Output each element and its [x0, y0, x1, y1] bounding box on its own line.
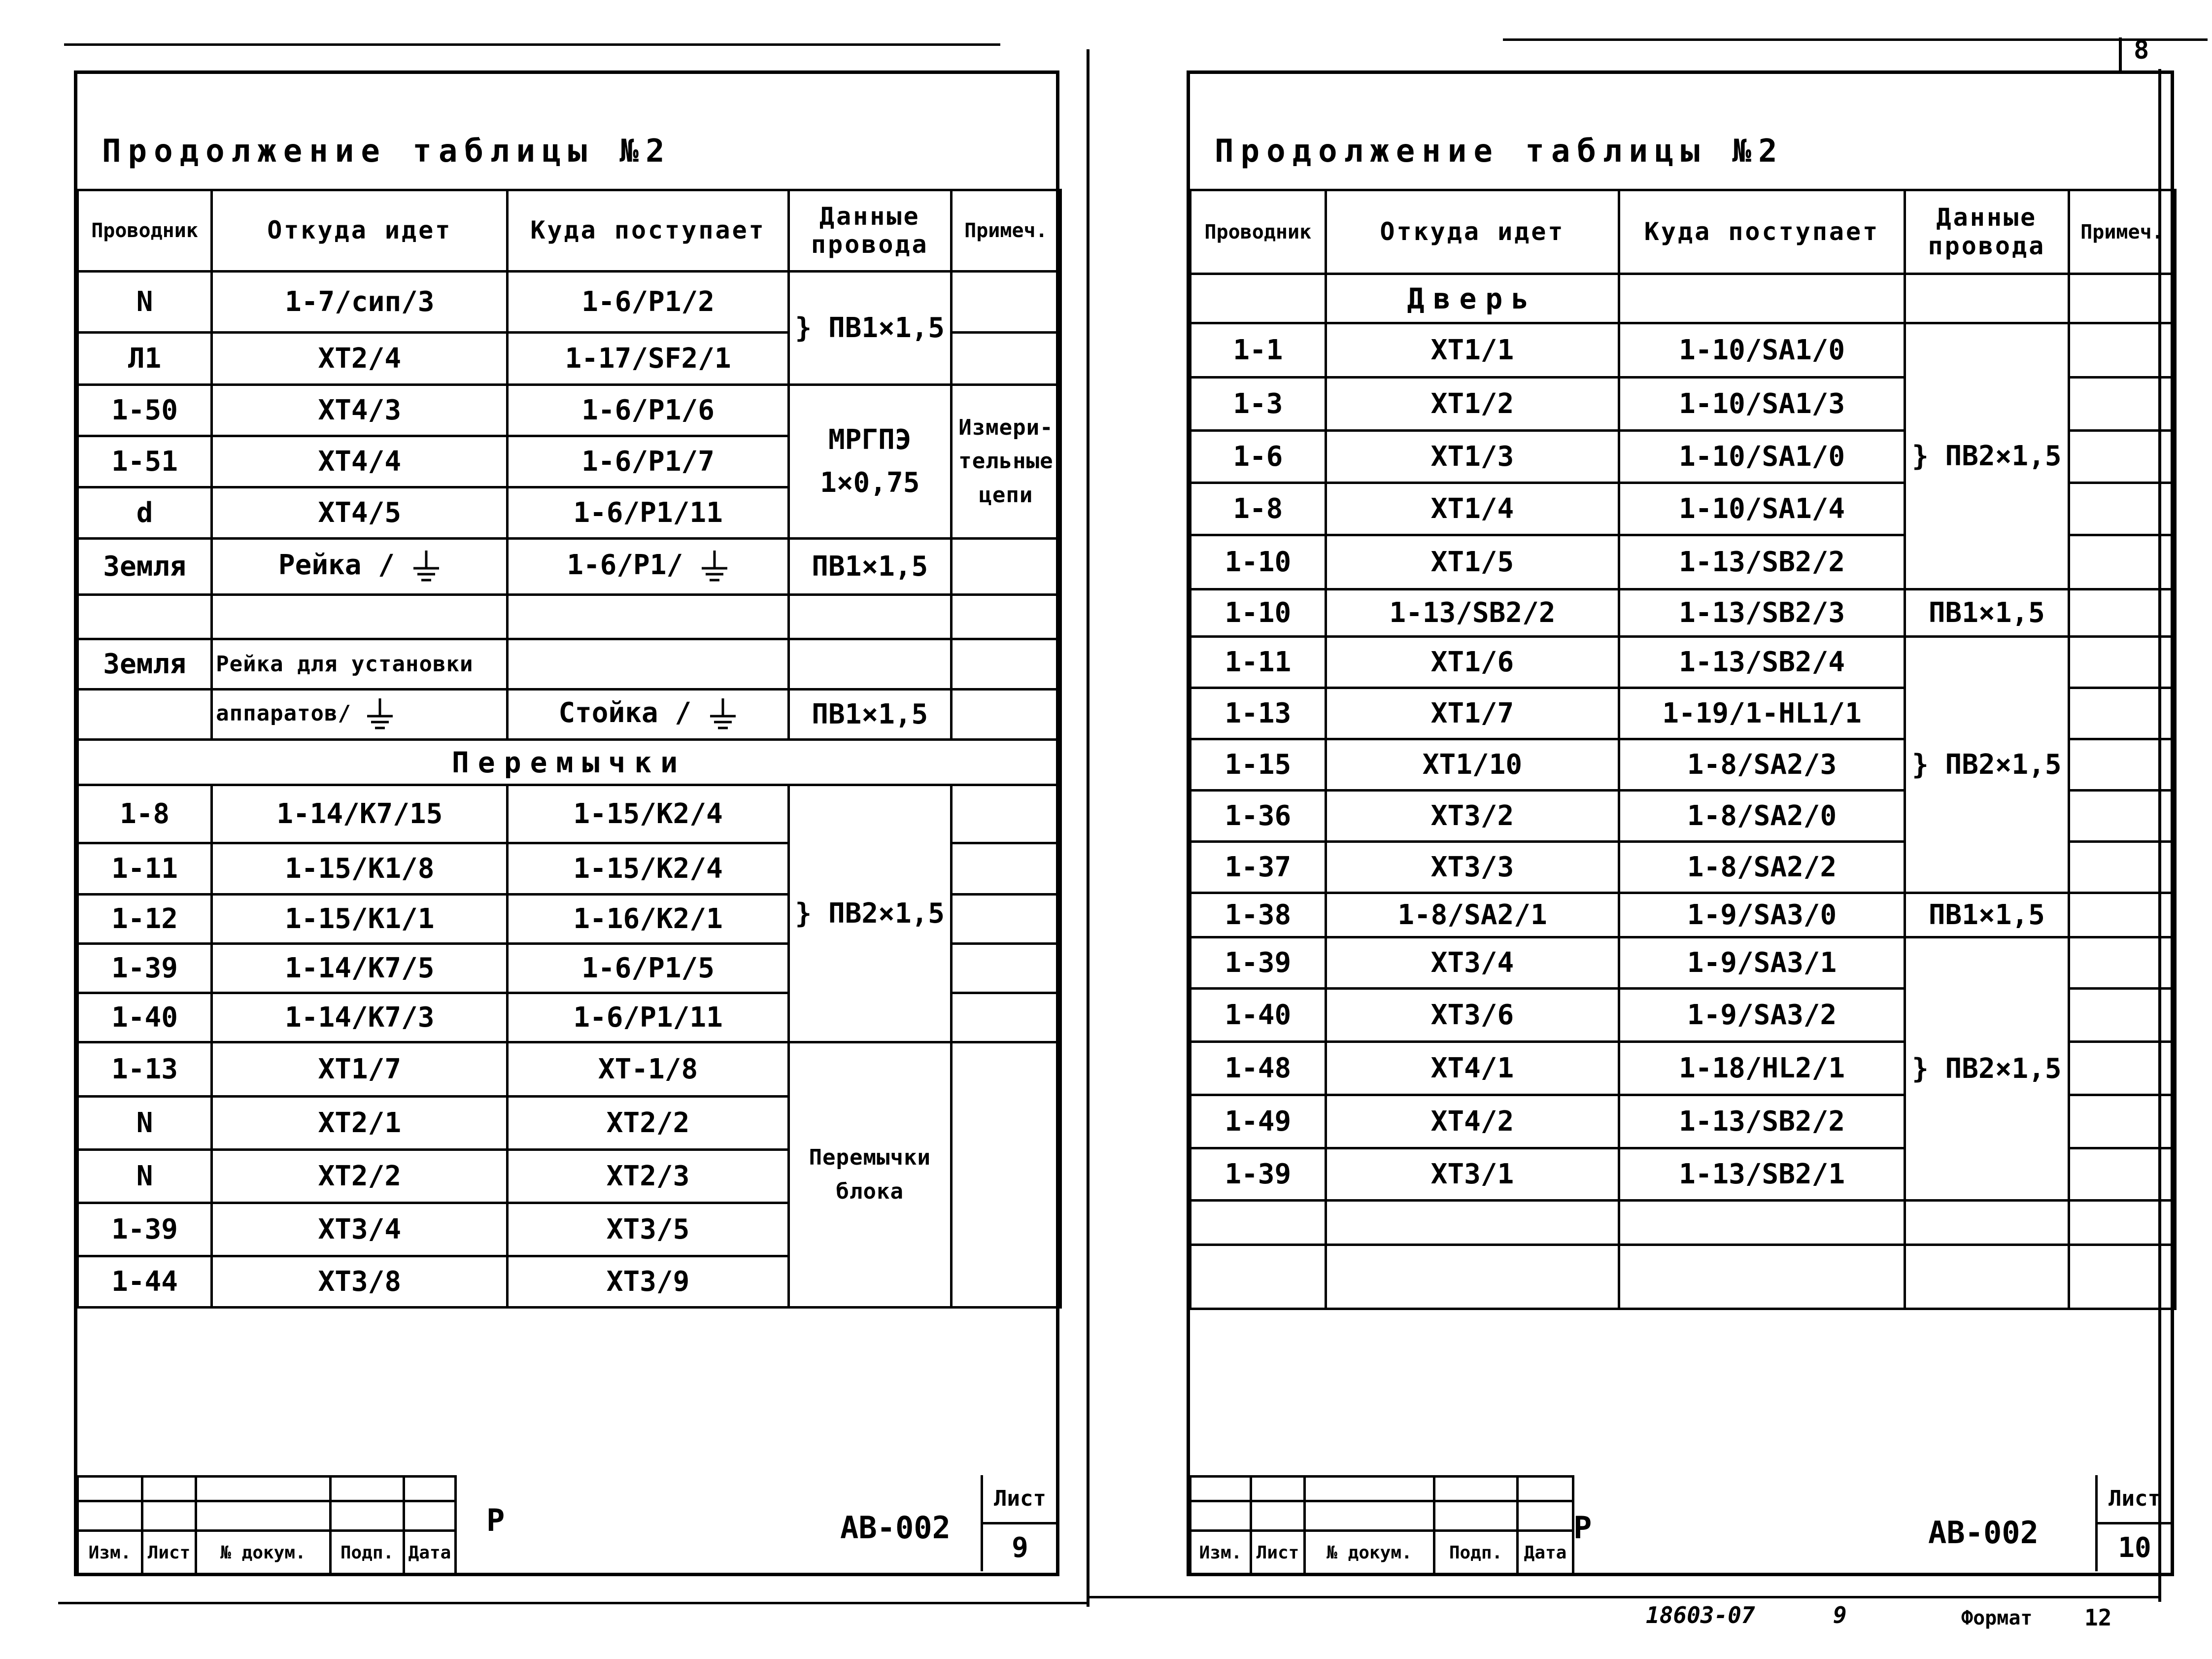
header-to: Куда поступает [508, 190, 788, 272]
stamp-col-sheet: Лист [142, 1531, 196, 1575]
brace-icon: } [795, 898, 812, 930]
cell-conductor: 1-40 [78, 993, 212, 1042]
cell-from: ХТ3/1 [1326, 1148, 1619, 1201]
left-wiring-table [76, 189, 1062, 1309]
cell-to: 1-18/HL2/1 [1619, 1042, 1905, 1095]
cell-to: 1-9/SA3/1 [1619, 937, 1905, 989]
cell-to: 1-10/SA1/4 [1619, 483, 1905, 535]
footer-doc-number: 18603-07 [1646, 1602, 1755, 1628]
cell-to: 1-8/SA2/3 [1619, 739, 1905, 791]
cell-to: 1-10/SA1/0 [1619, 431, 1905, 483]
cell-to: 1-13/SB2/3 [1619, 589, 1905, 637]
stamp-col-sign: Подп. [331, 1531, 404, 1575]
cell-to: 1-15/К2/4 [508, 785, 788, 843]
cell-to: 1-8/SA2/2 [1619, 842, 1905, 893]
cell-from: ХТ3/2 [1326, 791, 1619, 842]
cell-to: 1-13/SB2/4 [1619, 637, 1905, 688]
brace-icon: } [1912, 749, 1929, 781]
cell-to: 1-19/1-HL1/1 [1619, 688, 1905, 739]
cell-to: 1-8/SA2/0 [1619, 791, 1905, 842]
cell-from: ХТ1/10 [1326, 739, 1619, 791]
cell-conductor: 1-12 [78, 895, 212, 944]
stamp-col-doc: № докум. [196, 1531, 331, 1575]
cell-from: Рейка / [212, 539, 508, 595]
cell-to: 1-6/Р1/6 [508, 385, 788, 436]
header-conductor: Проводник [1191, 190, 1326, 274]
wire-group: } ПВ2×1,5 [1905, 637, 2069, 893]
stamp-col-date: Дата [404, 1531, 456, 1575]
stamp-doc-code: АВ-002 [1928, 1515, 2039, 1551]
cell-from: ХТ1/7 [212, 1042, 508, 1097]
cell-to: 1-15/К2/4 [508, 843, 788, 895]
wire-group: } ПВ1×1,5 [788, 272, 951, 385]
stamp-letter: Р [1573, 1510, 1592, 1546]
cell-to: 1-6/Р1/ [508, 539, 788, 595]
cell-conductor [78, 690, 212, 740]
stamp-col-doc: № докум. [1305, 1531, 1434, 1575]
brace-icon: } [1912, 1053, 1929, 1085]
cell-to: ХТ2/2 [508, 1097, 788, 1150]
cell-from: ХТ1/3 [1326, 431, 1619, 483]
cell-conductor: 1-15 [1191, 739, 1326, 791]
cell-from: 1-14/К7/15 [212, 785, 508, 843]
cell-conductor: d [78, 487, 212, 539]
cell-from: 1-14/К7/5 [212, 944, 508, 993]
cell-from: ХТ4/3 [212, 385, 508, 436]
wire-group: МРГПЭ 1×0,75 [788, 385, 951, 539]
cell-to [508, 639, 788, 690]
left-sheet [74, 70, 1059, 1576]
stamp-col-date: Дата [1518, 1531, 1573, 1575]
wire-group: ПВ1×1,5 [1905, 589, 2069, 637]
header-note: Примеч. [951, 190, 1060, 272]
header-wire-data: Данные провода [788, 190, 951, 272]
cell-conductor: 1-11 [78, 843, 212, 895]
cell-conductor: 1-37 [1191, 842, 1326, 893]
cell-from: ХТ3/3 [1326, 842, 1619, 893]
stamp-letter: Р [486, 1502, 505, 1538]
cell-to: 1-9/SA3/2 [1619, 989, 1905, 1042]
cell-conductor: 1-48 [1191, 1042, 1326, 1095]
cell-from: ХТ3/4 [1326, 937, 1619, 989]
right-table-title: Продолжение таблицы №2 [1215, 133, 1784, 170]
cell-conductor: 1-10 [1191, 589, 1326, 637]
cell-to: 1-13/SB2/1 [1619, 1148, 1905, 1201]
cell-from: ХТ4/1 [1326, 1042, 1619, 1095]
cell-from: Рейка для установки [212, 639, 508, 690]
cell-from: ХТ1/6 [1326, 637, 1619, 688]
section-title: Дверь [1326, 274, 1619, 323]
top-page-number: 8 [2134, 35, 2149, 65]
footer-page: 9 [1833, 1602, 1847, 1628]
ground-icon [708, 697, 738, 732]
cell-to: 1-6/Р1/2 [508, 272, 788, 333]
cell-from: ХТ1/7 [1326, 688, 1619, 739]
sheet-label: Лист [983, 1475, 1057, 1524]
cell-to: 1-10/SA1/3 [1619, 378, 1905, 431]
stamp-col-sign: Подп. [1434, 1531, 1518, 1575]
header-from: Откуда идет [212, 190, 508, 272]
wire-group: } ПВ2×1,5 [1905, 937, 2069, 1201]
cell-from: ХТ2/2 [212, 1150, 508, 1203]
title-block [76, 1475, 1057, 1574]
header-note: Примеч. [2069, 190, 2175, 274]
cell-from: 1-15/К1/8 [212, 843, 508, 895]
cell-to: 1-13/SB2/2 [1619, 535, 1905, 589]
wire-group: ПВ1×1,5 [788, 539, 951, 595]
cell-from: 1-8/SA2/1 [1326, 893, 1619, 937]
cell-conductor: 1-39 [1191, 1148, 1326, 1201]
cell-conductor: 1-13 [78, 1042, 212, 1097]
cell-to: 1-6/Р1/5 [508, 944, 788, 993]
note-measure-circuits: Измери- тельные цепи [951, 385, 1060, 539]
wire-group: ПВ1×1,5 [1905, 893, 2069, 937]
left-table-title: Продолжение таблицы №2 [102, 133, 672, 170]
footer-format: 12 [2084, 1604, 2112, 1631]
sheet-number: 10 [2118, 1532, 2151, 1564]
cell-note [951, 333, 1060, 385]
header-to: Куда поступает [1619, 190, 1905, 274]
header-conductor: Проводник [78, 190, 212, 272]
cell-to: 1-9/SA3/0 [1619, 893, 1905, 937]
cell-to: 1-6/Р1/7 [508, 436, 788, 487]
cell-to: 1-17/SF2/1 [508, 333, 788, 385]
cell-from: 1-13/SB2/2 [1326, 589, 1619, 637]
cell-from: ХТ3/4 [212, 1203, 508, 1256]
cell-conductor: Земля [78, 539, 212, 595]
sheet-number: 9 [1012, 1532, 1028, 1564]
cell-from: ХТ3/6 [1326, 989, 1619, 1042]
cell-conductor: 1-13 [1191, 688, 1326, 739]
cell-to: 1-6/Р1/11 [508, 993, 788, 1042]
cell-conductor: 1-39 [1191, 937, 1326, 989]
wire-group: } ПВ2×1,5 [788, 785, 951, 1042]
cell-conductor: 1-1 [1191, 323, 1326, 378]
brace-icon: } [795, 312, 812, 344]
cell-to: ХТ3/9 [508, 1256, 788, 1308]
cell-conductor: Земля [78, 639, 212, 690]
cell-from: ХТ4/2 [1326, 1095, 1619, 1148]
cell-conductor: 1-40 [1191, 989, 1326, 1042]
sheet-number-box [2095, 1475, 2172, 1571]
stamp-col-sheet: Лист [1251, 1531, 1305, 1575]
ground-icon [365, 697, 395, 732]
cell-from: ХТ1/4 [1326, 483, 1619, 535]
cell-conductor: 1-6 [1191, 431, 1326, 483]
cell-from: ХТ2/4 [212, 333, 508, 385]
cell-to: 1-10/SA1/0 [1619, 323, 1905, 378]
cell-to: ХТ-1/8 [508, 1042, 788, 1097]
right-sheet [1187, 70, 2174, 1576]
cell-from: аппаратов/ [212, 690, 508, 740]
stamp-col-change: Изм. [1191, 1531, 1251, 1575]
cell-from: 1-7/сип/3 [212, 272, 508, 333]
cell-conductor: 1-10 [1191, 535, 1326, 589]
cell-from: ХТ4/4 [212, 436, 508, 487]
cell-conductor: 1-36 [1191, 791, 1326, 842]
brace-icon: } [1912, 440, 1929, 472]
cell-conductor: 1-8 [78, 785, 212, 843]
cell-from: ХТ4/5 [212, 487, 508, 539]
cell-from: 1-14/К7/3 [212, 993, 508, 1042]
cell-from: 1-15/К1/1 [212, 895, 508, 944]
cell-to: 1-16/К2/1 [508, 895, 788, 944]
cell-note [951, 272, 1060, 333]
cell-conductor: 1-8 [1191, 483, 1326, 535]
cell-from: ХТ1/5 [1326, 535, 1619, 589]
cell-conductor: 1-11 [1191, 637, 1326, 688]
stamp-col-change: Изм. [78, 1531, 142, 1575]
cell-to: Стойка / [508, 690, 788, 740]
cell-conductor: N [78, 1097, 212, 1150]
section-title: Перемычки [78, 740, 1061, 785]
wire-group: Перемычки блока [788, 1042, 951, 1308]
sheet-number-box [981, 1475, 1057, 1571]
wire-group: } ПВ2×1,5 [1905, 323, 2069, 589]
cell-to: ХТ3/5 [508, 1203, 788, 1256]
cell-to: ХТ2/3 [508, 1150, 788, 1203]
cell-to: 1-6/Р1/11 [508, 487, 788, 539]
wire-group: ПВ1×1,5 [788, 690, 951, 740]
cell-conductor: 1-49 [1191, 1095, 1326, 1148]
header-wire-data: Данные провода [1905, 190, 2069, 274]
cell-to: 1-13/SB2/2 [1619, 1095, 1905, 1148]
cell-conductor: 1-39 [78, 1203, 212, 1256]
cell-conductor: 1-50 [78, 385, 212, 436]
cell-from: ХТ2/1 [212, 1097, 508, 1150]
cell-from: ХТ3/8 [212, 1256, 508, 1308]
cell-from: ХТ1/2 [1326, 378, 1619, 431]
cell-note [951, 539, 1060, 595]
cell-conductor: N [78, 1150, 212, 1203]
sheet-label: Лист [2098, 1475, 2172, 1524]
header-from: Откуда идет [1326, 190, 1619, 274]
cell-conductor: 1-44 [78, 1256, 212, 1308]
cell-from: ХТ1/1 [1326, 323, 1619, 378]
cell-conductor: 1-51 [78, 436, 212, 487]
cell-conductor: Л1 [78, 333, 212, 385]
right-wiring-table [1189, 189, 2177, 1310]
stamp-doc-code: АВ-002 [840, 1510, 951, 1546]
ground-icon [700, 550, 729, 584]
ground-icon [411, 550, 441, 584]
cell-conductor: 1-3 [1191, 378, 1326, 431]
cell-conductor: 1-39 [78, 944, 212, 993]
cell-conductor: 1-38 [1191, 893, 1326, 937]
title-block [1189, 1475, 2172, 1574]
cell-conductor: N [78, 272, 212, 333]
footer-format-label: Формат [1961, 1607, 2033, 1629]
